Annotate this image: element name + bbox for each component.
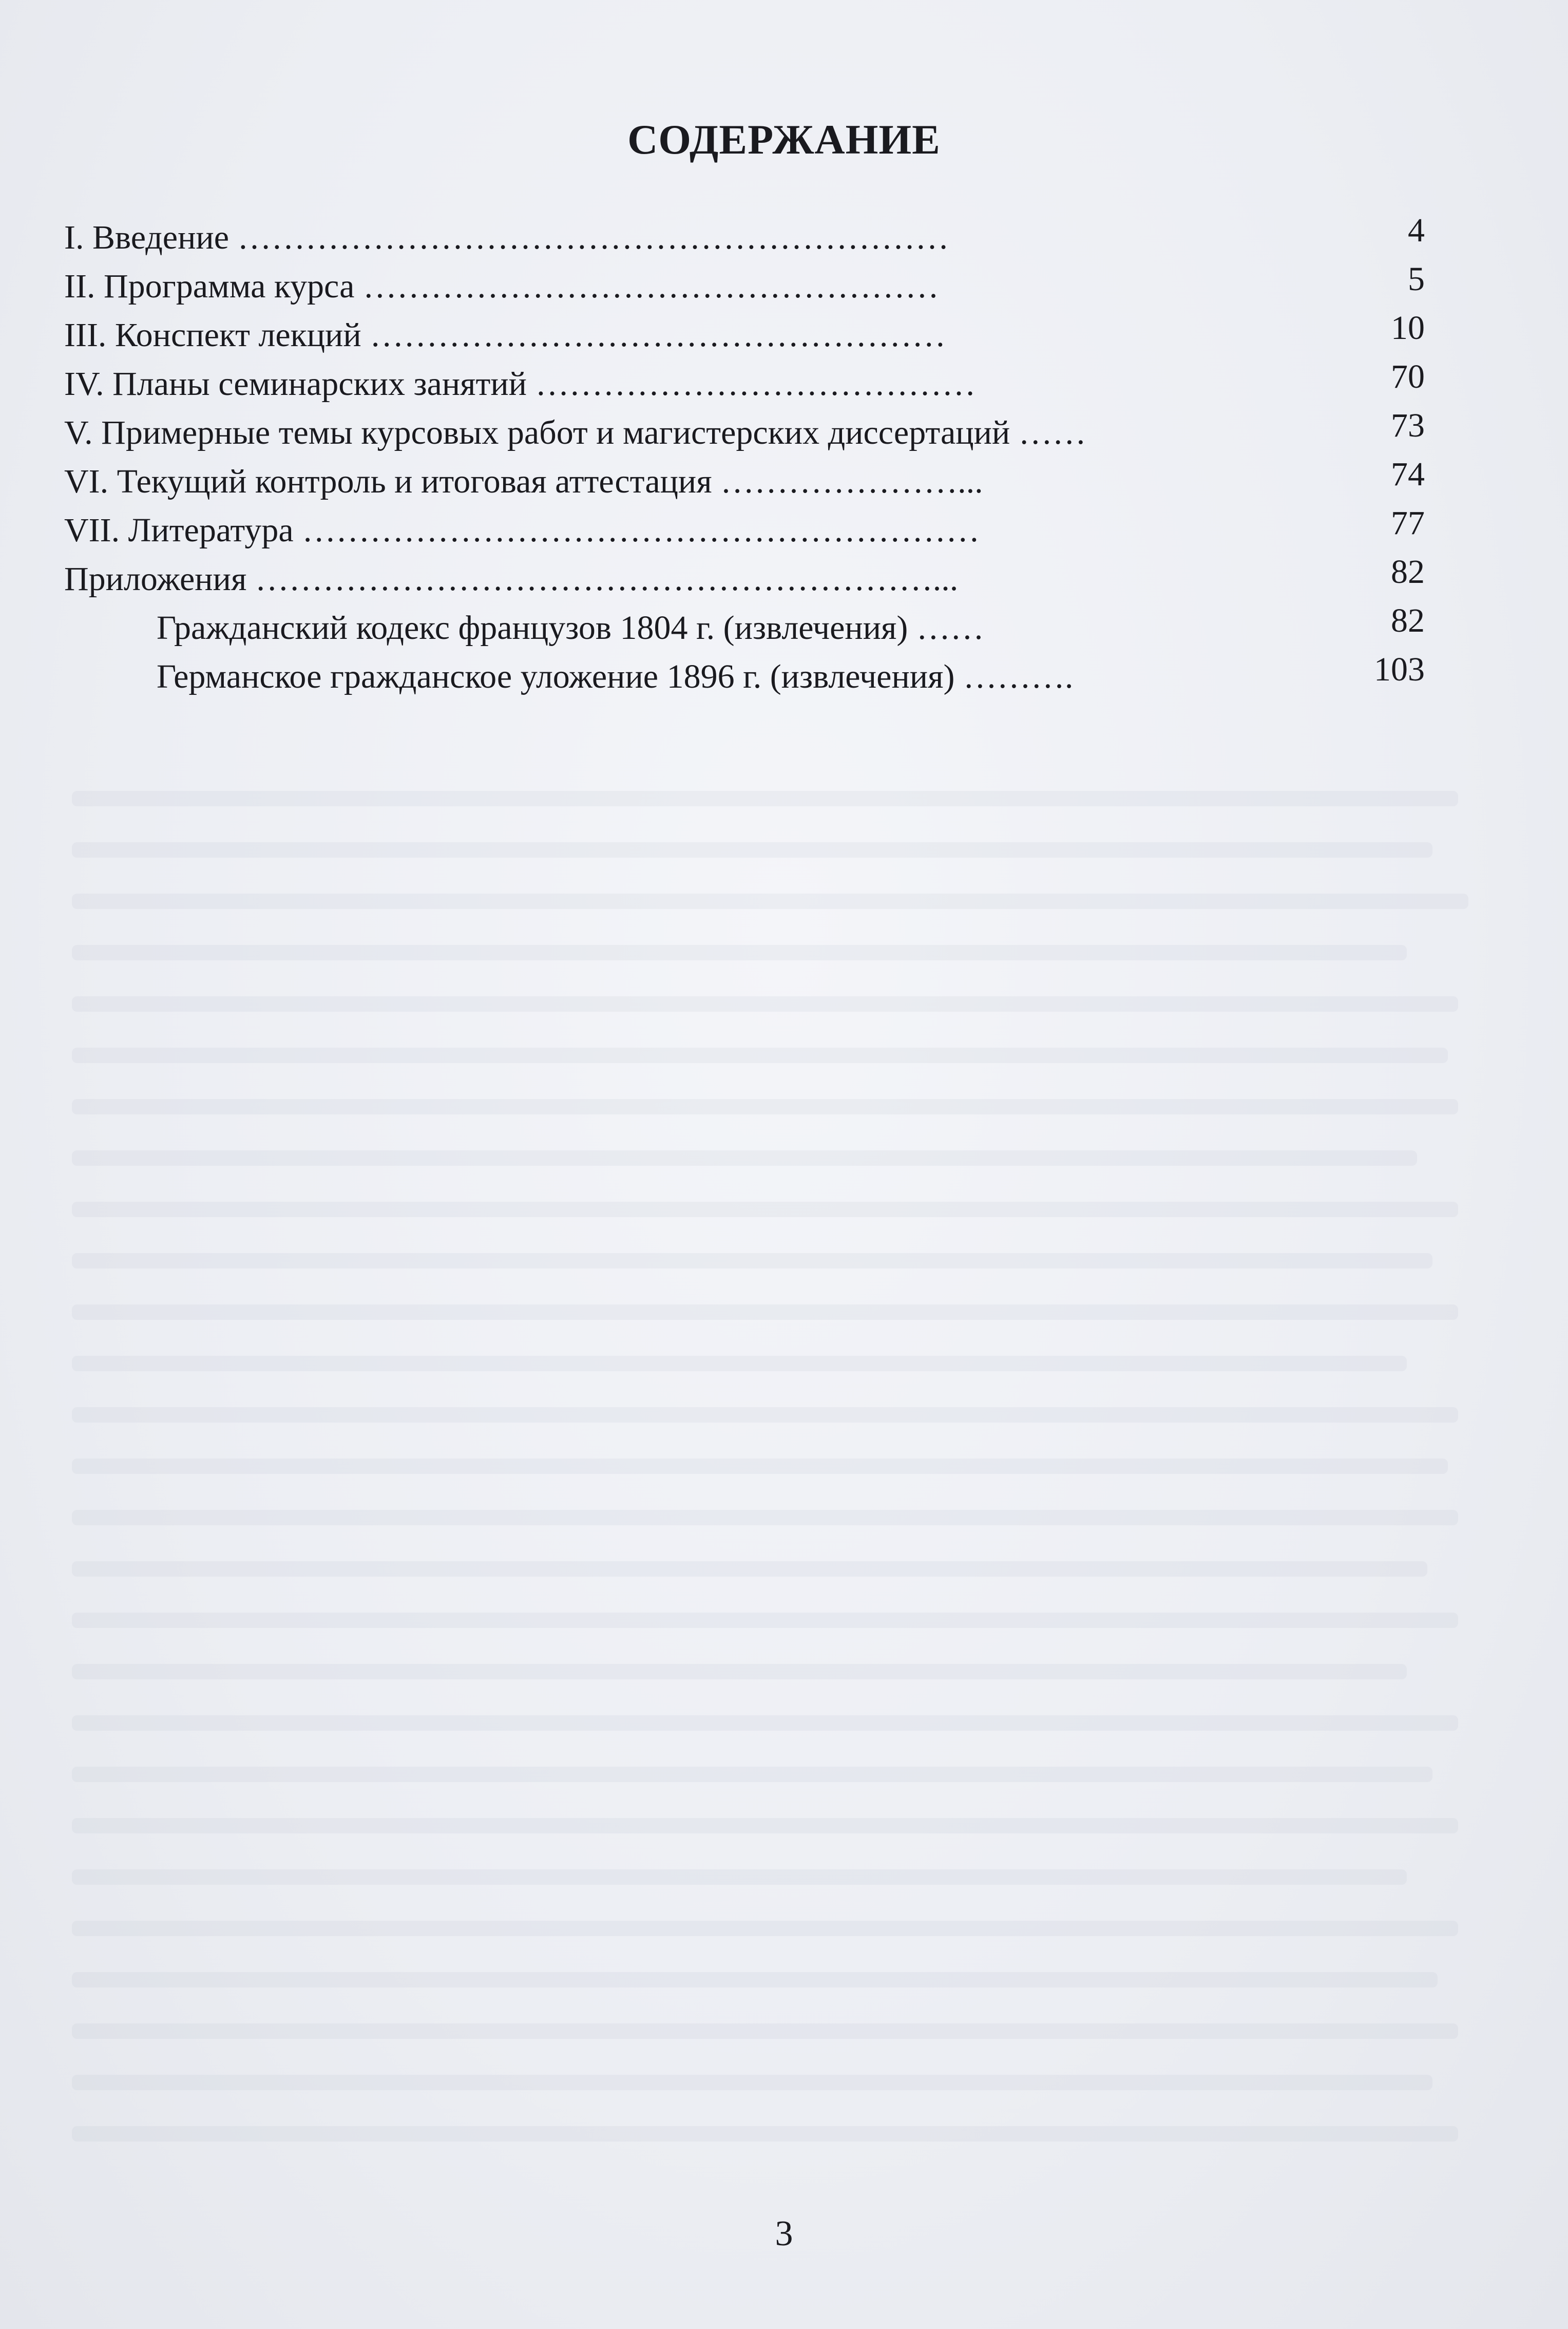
bleed-through-line bbox=[72, 1356, 1407, 1371]
toc-entry-text: VII. Литература …………………………………………………… bbox=[64, 512, 980, 549]
toc-page-number: 10 bbox=[1391, 309, 1425, 347]
bleed-through-line bbox=[72, 2075, 1432, 2090]
bleed-through-line bbox=[72, 1407, 1458, 1423]
bleed-through-line bbox=[72, 2023, 1458, 2039]
bleed-through-line bbox=[72, 1869, 1407, 1885]
toc-page-number: 82 bbox=[1391, 602, 1425, 639]
toc-entry-text: Гражданский кодекс французов 1804 г. (извлечения) …… bbox=[157, 609, 984, 647]
bleed-through-line bbox=[72, 1613, 1458, 1628]
bleed-through-line bbox=[72, 1304, 1458, 1320]
bleed-through-line bbox=[72, 1253, 1432, 1268]
toc-page-number: 77 bbox=[1391, 504, 1425, 542]
bleed-through-line bbox=[72, 1561, 1427, 1577]
toc-entry-text: V. Примерные темы курсовых работ и магистерских диссертаций …… bbox=[64, 414, 1086, 451]
toc-entry-text: II. Программа курса …………………………………………… bbox=[64, 268, 939, 305]
toc-entry-text: I. Введение ……………………………………………………… bbox=[64, 219, 949, 256]
toc-entry-lecture-notes bbox=[64, 311, 1425, 359]
toc-entry-text: VI. Текущий контроль и итоговая аттестация …………………... bbox=[64, 463, 983, 500]
bleed-through-line bbox=[72, 1767, 1432, 1782]
bleed-through-line bbox=[72, 791, 1458, 806]
bleed-through-line bbox=[72, 1099, 1458, 1114]
toc-page-number: 5 bbox=[1408, 260, 1425, 298]
bleed-through-line bbox=[72, 1510, 1458, 1525]
toc-entry-text: III. Конспект лекций …………………………………………… bbox=[64, 316, 946, 354]
bleed-through-line bbox=[72, 1715, 1458, 1731]
contents-heading: СОДЕРЖАНИЕ bbox=[627, 116, 941, 163]
bleed-through-line bbox=[72, 1150, 1417, 1166]
bleed-through-line bbox=[72, 1664, 1407, 1679]
toc-page-number: 82 bbox=[1391, 553, 1425, 591]
toc-entry-seminar-plans bbox=[64, 359, 1425, 408]
bleed-through-line bbox=[72, 996, 1458, 1012]
toc-entry-text: Германское гражданское уложение 1896 г. (извлечения) ………. bbox=[157, 658, 1074, 695]
bleed-through-line bbox=[72, 1202, 1458, 1217]
toc-entry-introduction bbox=[64, 213, 1425, 262]
page-number: 3 bbox=[775, 2214, 793, 2254]
bleed-through-line bbox=[72, 1459, 1448, 1474]
toc-entry-text: Приложения ……………………………………………………... bbox=[64, 560, 959, 598]
bleed-through-line bbox=[72, 2126, 1458, 2142]
toc-entry-german-code bbox=[64, 652, 1425, 701]
toc-page-number: 4 bbox=[1408, 212, 1425, 249]
toc-entry-appendices bbox=[64, 555, 1425, 603]
toc-page-number: 70 bbox=[1391, 358, 1425, 395]
toc-entry-literature bbox=[64, 506, 1425, 555]
bleed-through-line bbox=[72, 1818, 1458, 1833]
table-of-contents bbox=[64, 213, 1425, 701]
toc-entry-text: IV. Планы семинарских занятий ………………………………… bbox=[64, 365, 976, 403]
bleed-through-line bbox=[72, 945, 1407, 960]
toc-entry-french-code bbox=[64, 603, 1425, 652]
bleed-through-line bbox=[72, 1972, 1438, 1987]
toc-page-number: 74 bbox=[1391, 456, 1425, 493]
toc-entry-topics bbox=[64, 408, 1425, 457]
bleed-through-line bbox=[72, 1048, 1448, 1063]
toc-entry-course-program bbox=[64, 262, 1425, 311]
bleed-through-line bbox=[72, 1921, 1458, 1936]
toc-page-number: 73 bbox=[1391, 407, 1425, 444]
bleed-through-line bbox=[72, 894, 1468, 909]
toc-entry-assessment bbox=[64, 457, 1425, 506]
bleed-through-line bbox=[72, 842, 1432, 858]
toc-page-number: 103 bbox=[1374, 651, 1425, 688]
